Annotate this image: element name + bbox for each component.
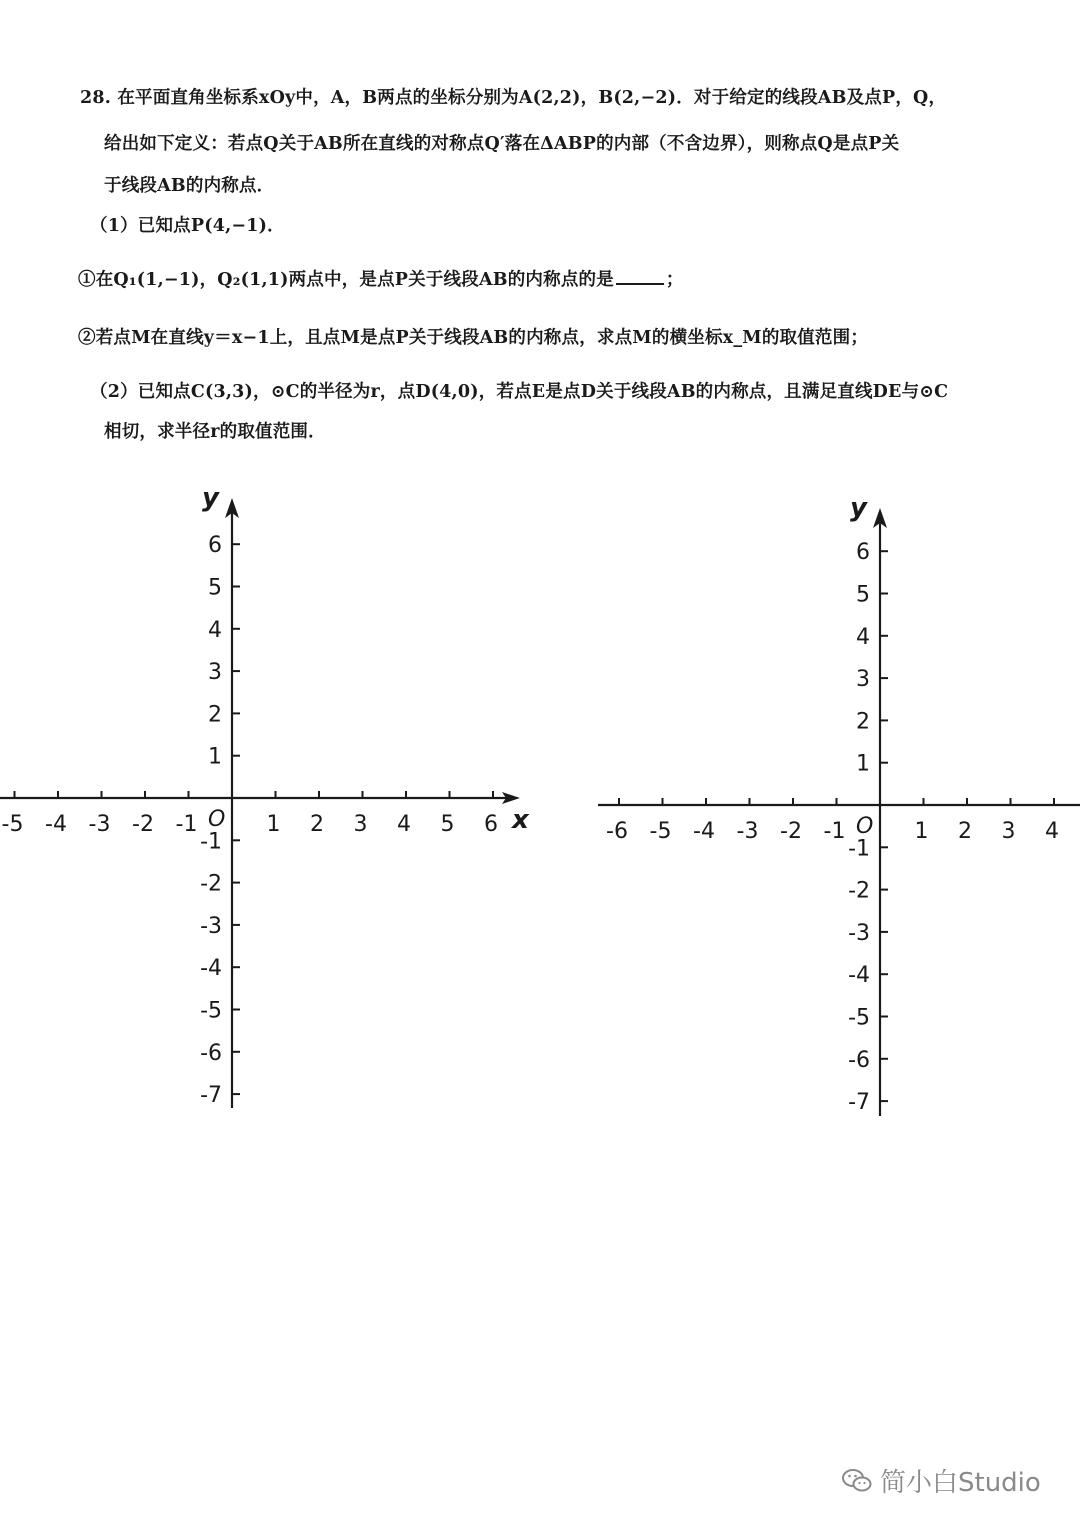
left-y-tick-label: -3 [200,913,222,939]
question-1-text: ①在Q₁(1,−1)，Q₂(1,1)两点中，是点P关于线段AB的内称点的是 [78,270,614,290]
left-y-tick-label: 1 [208,744,222,770]
right-y-tick-label: -4 [848,963,870,989]
left-x-tick-label: -4 [45,812,67,837]
right-coordinate-plane [598,493,1080,1116]
right-x-tick-label: -4 [693,819,715,844]
question-2: ②若点M在直线y＝x−1上，且点M是点P关于线段AB的内称点，求点M的横坐标x_M的取值范围； [78,328,869,348]
right-x-tick-label: -3 [736,819,759,844]
left-y-tick-label: -2 [200,871,222,897]
left-x-tick-label: 3 [353,812,368,837]
left-origin-label: O [208,807,226,832]
right-x-tick-label: -1 [823,819,846,844]
left-y-tick-label: 2 [208,702,222,728]
part-1-heading: （1）已知点P(4,−1)． [90,216,285,236]
right-y-tick-label: -6 [848,1047,870,1073]
left-y-label: y [202,483,219,513]
question-1-end: ； [665,270,684,290]
right-x-tick-label: -5 [649,819,672,844]
left-x-tick-label: -3 [88,812,111,837]
right-x-tick-label: -2 [780,819,802,844]
left-y-tick-label: 6 [208,533,222,559]
left-x-tick-label: 1 [266,812,281,837]
problem-line-3: 于线段AB的内称点． [104,176,275,196]
left-x-tick-label: 4 [397,812,411,837]
left-y-tick-label: -4 [200,956,222,982]
right-x-tick-label: 4 [1045,819,1059,844]
right-x-tick-label: 3 [1001,819,1016,844]
left-coordinate-plane [0,483,530,1108]
right-y-tick-label: 6 [856,540,870,566]
left-x-tick-label: 6 [484,812,498,837]
left-y-tick-label: -7 [200,1083,222,1109]
right-y-tick-label: -2 [848,878,870,904]
right-y-tick-label: -7 [848,1090,870,1116]
left-x-tick-label: 5 [440,812,455,837]
problem-line-1: 28. 在平面直角坐标系xOy中，A，B两点的坐标分别为A(2,2)，B(2,−2)．对于给定的线段AB及点P，Q， [80,88,947,108]
left-y-tick-label: 5 [208,575,222,601]
left-x-tick-label: -2 [132,812,154,837]
right-y-tick-label: 1 [856,751,870,777]
problem-line-2: 给出如下定义：若点Q关于AB所在直线的对称点Q′落在ΔABP的内部（不含边界），则称点Q是点P关 [104,134,900,154]
left-x-tick-label: 2 [310,812,324,837]
right-y-tick-label: 5 [856,582,870,608]
left-x-tick-label: -1 [175,812,198,837]
watermark [842,1462,1041,1499]
right-y-tick-label: 2 [856,709,870,735]
left-y-tick-label: -6 [200,1040,222,1066]
left-y-tick-label: 4 [208,617,222,643]
right-x-tick-label: -6 [606,819,628,844]
right-y-tick-label: -5 [848,1005,870,1031]
left-x-tick-label: -5 [1,812,24,837]
right-origin-label: O [856,814,874,839]
watermark-text: 简小白Studio [880,1468,1041,1498]
right-y-tick-label: -1 [848,836,870,862]
wechat-icon [842,1468,872,1494]
right-y-label: y [850,493,867,523]
right-y-tick-label: 4 [856,624,870,650]
left-y-tick-label: 3 [208,660,222,686]
left-y-tick-label: -1 [200,829,222,855]
left-y-tick-label: -5 [200,998,222,1024]
part-2-line-2: 相切，求半径r的取值范围． [104,422,326,442]
part-2-line-1: （2）已知点C(3,3)，⊙C的半径为r，点D(4,0)，若点E是点D关于线段AB的内称点，且满足直线DE与⊙C [90,382,949,402]
right-y-tick-label: 3 [856,667,870,693]
left-x-label: x [512,805,529,835]
right-y-tick-label: -3 [848,920,870,946]
right-x-tick-label: 1 [914,819,929,844]
right-x-tick-label: 2 [958,819,972,844]
